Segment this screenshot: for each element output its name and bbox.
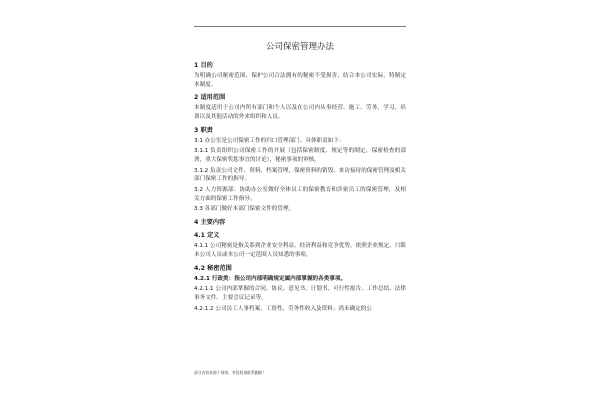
paragraph: 3.1.2 负责公司文件、资料、档案管理，保密资料的销毁、来访接待的保密管理及相关部门保密工作的指导。 <box>194 167 406 183</box>
top-rule <box>194 26 406 27</box>
paragraph: 3.1.1 负责组织公司保密工作的开展（包括保密制度、规定等的制定，保密检查的部署，重大保密奖惩事宜的讨论），秘密事项的审核。 <box>194 148 406 164</box>
paragraph: 4.2.1.2 公司员工人事档案、工资性、劳务性收入及资料；尚未确定的公 <box>194 305 372 312</box>
document-page <box>194 40 406 315</box>
footer-note: 部分内容来源于网络，有侵权请联系删除！ <box>194 370 267 375</box>
paragraph: 4.2.1.1 公司内部掌握的合同、协议、意见书、计划书、可行性报告、工作总结、法律事务文件、主要会议记录等。 <box>194 286 406 301</box>
section-heading: 1 目的 <box>194 62 213 69</box>
section-heading: 2 适用范围 <box>194 94 226 102</box>
paragraph: 4.1.1 公司秘密是指关系到企业安全利益、经济利益和竞争优势，依照企业规定，只限本公司人员或本公司一定范围人员知悉的事项。 <box>194 243 406 258</box>
bold-paragraph: 4.2.1 行政类：指公司内部明确规定属内部掌握的各类事项。 <box>194 275 347 282</box>
subsection-heading: 4.1 定义 <box>194 232 220 240</box>
section-heading: 4 主要内容 <box>194 219 226 227</box>
section-heading: 3 职责 <box>194 126 213 134</box>
paragraph: 本制度适用于公司内所有部门和个人以及在公司内从事经营、施工、劳务、学习、培训以及其他活动的外来组织和人员。 <box>194 105 406 121</box>
subsection-heading: 4.2 秘密范围 <box>194 264 232 272</box>
paragraph: 3.3 各部门做好本部门保密文件的管理。 <box>194 206 295 213</box>
document-title: 公司保密管理办法 <box>265 42 334 52</box>
paragraph: 为明确公司秘密范围，保护公司合法拥有的秘密不受损害，结合本公司实际，特制定本制度。 <box>194 73 406 88</box>
paragraph: 3.2 人力资源部：协助办公室做好全体员工的保密教育和涉密员工的保密管理，及相关方面的保密工作指导。 <box>194 187 406 202</box>
paragraph: 3.1 办公室是公司保密工作的归口管理部门。具体职责如下： <box>194 137 345 144</box>
